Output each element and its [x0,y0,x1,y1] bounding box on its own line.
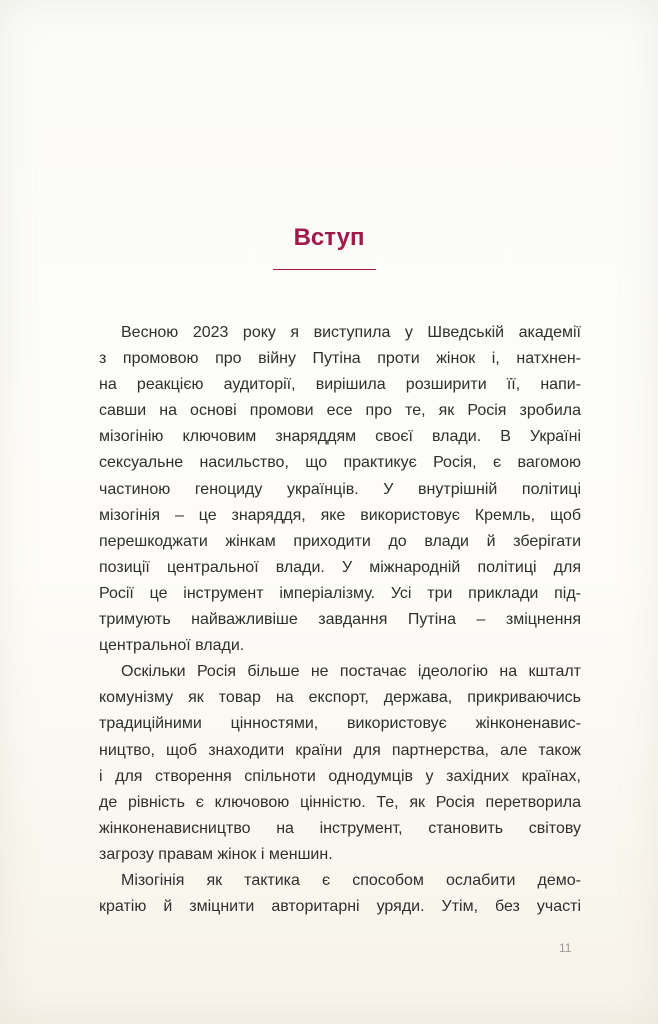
text-line: на реакцією аудиторії, вирішила розширити її, напи- [99,376,581,394]
text-line: загрозу правам жінок і меншин. [99,845,333,863]
text-line: з промовою про війну Путіна проти жінок і, натхнен- [99,350,581,368]
title-underline [273,269,376,270]
body-text [99,320,581,920]
paragraph [99,320,581,659]
text-line: Оскільки Росія більше не постачає ідеологію на кшталт [121,663,581,681]
text-line: традиційними цінностями, використовує жінконенавис- [99,715,581,733]
text-line: комунізму як товар на експорт, держава, прикриваючись [99,689,581,707]
text-line: де рівність є ключовою цінністю. Те, як Росія перетворила [99,793,581,811]
text-line: Весною 2023 року я виступила у Шведській академії [121,324,581,341]
text-line: і для створення спільноти однодумців у західних країнах, [99,767,581,785]
chapter-title: Вступ [293,224,365,251]
text-line: частиною геноциду українців. У внутрішній політиці [99,480,581,498]
text-line: мізогінію ключовим знаряддям своєї влади. В Україні [99,428,581,446]
text-line: Росії це інструмент імперіалізму. Усі три приклади під- [99,584,581,602]
text-line: позиції центральної влади. У міжнародній політиці для [99,558,581,576]
text-line: ництво, щоб знаходити країни для партнерства, але також [99,741,581,759]
text-line: савши на основі промови есе про те, як Росія зробила [99,402,581,420]
text-line: центральної влади. [99,637,245,655]
text-line: мізогінія – це знаряддя, яке використовує Кремль, щоб [99,506,581,524]
text-line: кратію й зміцнити авторитарні уряди. Утім, без участі [99,898,581,916]
text-line: перешкоджати жінкам приходити до влади й зберігати [99,532,581,550]
text-line: жінконенависництво на інструмент, становить світову [99,819,581,837]
paragraph [99,868,581,920]
page-number: 11 [559,941,572,955]
text-line: тримують найважливіше завдання Путіна – зміцнення [99,611,581,629]
paragraph [99,659,581,868]
text-line: Мізогінія як тактика є способом ослабити демо- [121,871,581,889]
text-line: сексуальне насильство, що практикує Росія, є вагомою [99,454,581,472]
